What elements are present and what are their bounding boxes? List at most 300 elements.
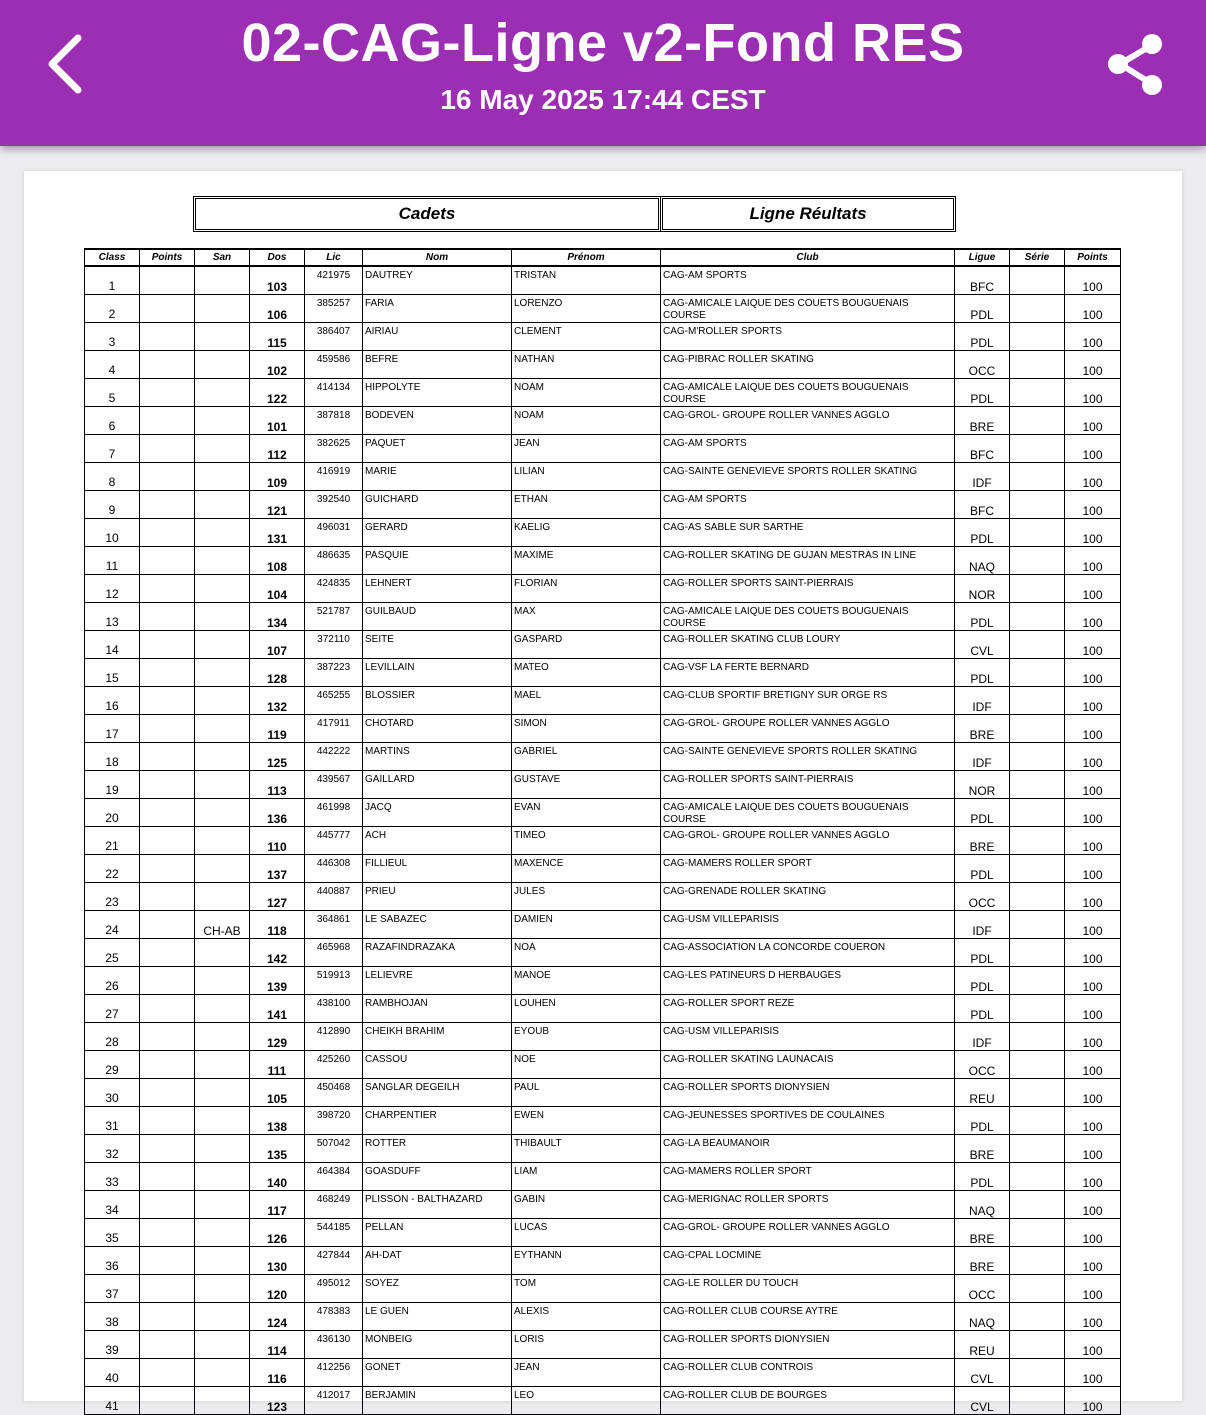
cell-class: 24 <box>85 911 140 939</box>
cell-nom: GUICHARD <box>363 491 512 519</box>
cell-prenom: THIBAULT <box>512 1135 661 1163</box>
cell-san <box>195 547 250 575</box>
cell-dos: 122 <box>250 379 305 407</box>
table-row <box>85 715 1121 743</box>
cell-dos: 117 <box>250 1191 305 1219</box>
cell-ligue: CVL <box>955 631 1010 659</box>
cell-nom: PELLAN <box>363 1219 512 1247</box>
cell-ligue: PDL <box>955 1163 1010 1191</box>
cell-class: 30 <box>85 1079 140 1107</box>
cell-dos: 119 <box>250 715 305 743</box>
cell-points-final: 100 <box>1065 995 1121 1023</box>
cell-serie <box>1010 1219 1065 1247</box>
cell-nom: PASQUIE <box>363 547 512 575</box>
cell-nom: LE GUEN <box>363 1303 512 1331</box>
cell-serie <box>1010 1275 1065 1303</box>
cell-san <box>195 659 250 687</box>
cell-nom: GAILLARD <box>363 771 512 799</box>
cell-dos: 118 <box>250 911 305 939</box>
cell-san: CH-AB <box>195 911 250 939</box>
cell-serie <box>1010 1387 1065 1415</box>
cell-club: CAG-AMICALE LAIQUE DES COUETS BOUGUENAIS COURSE <box>661 379 955 407</box>
cell-serie <box>1010 995 1065 1023</box>
cell-nom: BERJAMIN <box>363 1387 512 1415</box>
cell-dos: 123 <box>250 1387 305 1415</box>
cell-points <box>140 491 195 519</box>
cell-prenom: JULES <box>512 883 661 911</box>
cell-lic: 386407 <box>305 323 363 351</box>
cell-ligue: BFC <box>955 491 1010 519</box>
table-row <box>85 379 1121 407</box>
cell-class: 6 <box>85 407 140 435</box>
cell-class: 11 <box>85 547 140 575</box>
cell-lic: 459586 <box>305 351 363 379</box>
cell-points <box>140 687 195 715</box>
table-row <box>85 967 1121 995</box>
cell-points <box>140 1023 195 1051</box>
cell-club: CAG-ROLLER CLUB COURSE AYTRE <box>661 1303 955 1331</box>
cell-nom: FARIA <box>363 295 512 323</box>
cell-points-final: 100 <box>1065 519 1121 547</box>
cell-dos: 112 <box>250 435 305 463</box>
cell-class: 39 <box>85 1331 140 1359</box>
table-row <box>85 743 1121 771</box>
cell-points <box>140 351 195 379</box>
cell-lic: 438100 <box>305 995 363 1023</box>
cell-points <box>140 575 195 603</box>
cell-nom: GONET <box>363 1359 512 1387</box>
cell-serie <box>1010 631 1065 659</box>
cell-dos: 129 <box>250 1023 305 1051</box>
table-row <box>85 1359 1121 1387</box>
cell-lic: 421975 <box>305 266 363 295</box>
cell-ligue: BRE <box>955 1219 1010 1247</box>
cell-points <box>140 1275 195 1303</box>
cell-san <box>195 1107 250 1135</box>
cell-club: CAG-ROLLER SPORTS SAINT-PIERRAIS <box>661 771 955 799</box>
table-row <box>85 855 1121 883</box>
cell-club: CAG-CLUB SPORTIF BRETIGNY SUR ORGE RS <box>661 687 955 715</box>
cell-san <box>195 519 250 547</box>
cell-serie <box>1010 379 1065 407</box>
cell-nom: BODEVEN <box>363 407 512 435</box>
cell-serie <box>1010 295 1065 323</box>
cell-ligue: IDF <box>955 743 1010 771</box>
cell-ligue: BRE <box>955 827 1010 855</box>
cell-points <box>140 603 195 631</box>
cell-prenom: GASPARD <box>512 631 661 659</box>
cell-club: CAG-M'ROLLER SPORTS <box>661 323 955 351</box>
page-subtitle: 16 May 2025 17:44 CEST <box>440 84 766 115</box>
cell-dos: 104 <box>250 575 305 603</box>
cell-san <box>195 883 250 911</box>
cell-san <box>195 631 250 659</box>
cell-prenom: TRISTAN <box>512 266 661 295</box>
cell-nom: PAQUET <box>363 435 512 463</box>
cell-points-final: 100 <box>1065 1359 1121 1387</box>
cell-ligue: PDL <box>955 323 1010 351</box>
cell-lic: 465968 <box>305 939 363 967</box>
table-row <box>85 603 1121 631</box>
cell-dos: 132 <box>250 687 305 715</box>
cell-san <box>195 1135 250 1163</box>
table-row <box>85 883 1121 911</box>
cell-dos: 141 <box>250 995 305 1023</box>
cell-nom: LEHNERT <box>363 575 512 603</box>
cell-lic: 387223 <box>305 659 363 687</box>
cell-san <box>195 687 250 715</box>
share-icon <box>1100 28 1170 100</box>
cell-prenom: DAMIEN <box>512 911 661 939</box>
cell-club: CAG-ROLLER SPORTS DIONYSIEN <box>661 1079 955 1107</box>
cell-serie <box>1010 351 1065 379</box>
cell-ligue: IDF <box>955 687 1010 715</box>
cell-san <box>195 855 250 883</box>
cell-dos: 131 <box>250 519 305 547</box>
table-row <box>85 1191 1121 1219</box>
cell-san <box>195 1191 250 1219</box>
cell-points <box>140 911 195 939</box>
cell-ligue: OCC <box>955 351 1010 379</box>
cell-serie <box>1010 323 1065 351</box>
cell-prenom: NOAM <box>512 379 661 407</box>
cell-prenom: JEAN <box>512 435 661 463</box>
cell-class: 15 <box>85 659 140 687</box>
cell-serie <box>1010 575 1065 603</box>
cell-nom: LE SABAZEC <box>363 911 512 939</box>
table-row <box>85 491 1121 519</box>
cell-dos: 126 <box>250 1219 305 1247</box>
cell-points-final: 100 <box>1065 379 1121 407</box>
cell-class: 28 <box>85 1023 140 1051</box>
cell-club: CAG-AM SPORTS <box>661 491 955 519</box>
cell-class: 18 <box>85 743 140 771</box>
cell-lic: 521787 <box>305 603 363 631</box>
cell-club: CAG-LE ROLLER DU TOUCH <box>661 1275 955 1303</box>
cell-ligue: CVL <box>955 1387 1010 1415</box>
cell-prenom: GUSTAVE <box>512 771 661 799</box>
cell-club: CAG-AM SPORTS <box>661 435 955 463</box>
cell-ligue: OCC <box>955 1051 1010 1079</box>
cell-points <box>140 1303 195 1331</box>
cell-points-final: 100 <box>1065 827 1121 855</box>
cell-ligue: PDL <box>955 799 1010 827</box>
cell-prenom: GABRIEL <box>512 743 661 771</box>
cell-dos: 108 <box>250 547 305 575</box>
cell-class: 8 <box>85 463 140 491</box>
cell-prenom: SIMON <box>512 715 661 743</box>
cell-dos: 116 <box>250 1359 305 1387</box>
cell-nom: BLOSSIER <box>363 687 512 715</box>
cell-prenom: TIMEO <box>512 827 661 855</box>
cell-club: CAG-USM VILLEPARISIS <box>661 1023 955 1051</box>
col-header-san: San <box>195 249 250 266</box>
cell-lic: 412256 <box>305 1359 363 1387</box>
cell-points-final: 100 <box>1065 491 1121 519</box>
cell-lic: 425260 <box>305 1051 363 1079</box>
cell-class: 4 <box>85 351 140 379</box>
cell-points-final: 100 <box>1065 743 1121 771</box>
cell-prenom: LEO <box>512 1387 661 1415</box>
cell-class: 10 <box>85 519 140 547</box>
cell-lic: 414134 <box>305 379 363 407</box>
cell-dos: 101 <box>250 407 305 435</box>
cell-class: 29 <box>85 1051 140 1079</box>
cell-dos: 140 <box>250 1163 305 1191</box>
cell-san <box>195 351 250 379</box>
cell-serie <box>1010 967 1065 995</box>
cell-club: CAG-PIBRAC ROLLER SKATING <box>661 351 955 379</box>
cell-nom: CHARPENTIER <box>363 1107 512 1135</box>
cell-prenom: LORIS <box>512 1331 661 1359</box>
cell-san <box>195 967 250 995</box>
cell-lic: 382625 <box>305 435 363 463</box>
cell-san <box>195 1303 250 1331</box>
cell-club: CAG-SAINTE GENEVIEVE SPORTS ROLLER SKATING <box>661 743 955 771</box>
cell-serie <box>1010 1359 1065 1387</box>
table-row <box>85 995 1121 1023</box>
table-row <box>85 407 1121 435</box>
cell-dos: 136 <box>250 799 305 827</box>
cell-class: 40 <box>85 1359 140 1387</box>
cell-class: 31 <box>85 1107 140 1135</box>
table-row <box>85 1247 1121 1275</box>
cell-dos: 125 <box>250 743 305 771</box>
col-header-points-final: Points <box>1065 249 1121 266</box>
cell-serie <box>1010 1051 1065 1079</box>
cell-points-final: 100 <box>1065 295 1121 323</box>
cell-lic: 486635 <box>305 547 363 575</box>
table-row <box>85 463 1121 491</box>
table-row <box>85 1163 1121 1191</box>
cell-prenom: EYOUB <box>512 1023 661 1051</box>
cell-dos: 135 <box>250 1135 305 1163</box>
cell-san <box>195 463 250 491</box>
cell-points <box>140 939 195 967</box>
cell-prenom: ETHAN <box>512 491 661 519</box>
cell-points-final: 100 <box>1065 1191 1121 1219</box>
cell-lic: 461998 <box>305 799 363 827</box>
cell-class: 3 <box>85 323 140 351</box>
cell-class: 14 <box>85 631 140 659</box>
cell-dos: 110 <box>250 827 305 855</box>
cell-san <box>195 715 250 743</box>
cell-dos: 102 <box>250 351 305 379</box>
cell-san <box>195 1079 250 1107</box>
cell-lic: 427844 <box>305 1247 363 1275</box>
table-row <box>85 295 1121 323</box>
cell-lic: 364861 <box>305 911 363 939</box>
cell-points <box>140 771 195 799</box>
cell-points-final: 100 <box>1065 1387 1121 1415</box>
cell-class: 2 <box>85 295 140 323</box>
cell-san <box>195 295 250 323</box>
cell-class: 35 <box>85 1219 140 1247</box>
cell-ligue: OCC <box>955 883 1010 911</box>
cell-prenom: LUCAS <box>512 1219 661 1247</box>
cell-serie <box>1010 1191 1065 1219</box>
cell-dos: 138 <box>250 1107 305 1135</box>
col-header-class: Class <box>85 249 140 266</box>
cell-lic: 495012 <box>305 1275 363 1303</box>
cell-lic: 478383 <box>305 1303 363 1331</box>
cell-lic: 439567 <box>305 771 363 799</box>
cell-san <box>195 491 250 519</box>
cell-lic: 440887 <box>305 883 363 911</box>
cell-club: CAG-AMICALE LAIQUE DES COUETS BOUGUENAIS COURSE <box>661 295 955 323</box>
cell-prenom: ALEXIS <box>512 1303 661 1331</box>
table-row <box>85 1387 1121 1415</box>
cell-ligue: NOR <box>955 771 1010 799</box>
cell-points-final: 100 <box>1065 911 1121 939</box>
cell-points-final: 100 <box>1065 463 1121 491</box>
cell-ligue: PDL <box>955 379 1010 407</box>
table-row <box>85 323 1121 351</box>
cell-club: CAG-ROLLER SKATING DE GUJAN MESTRAS IN LINE <box>661 547 955 575</box>
cell-class: 23 <box>85 883 140 911</box>
cell-serie <box>1010 603 1065 631</box>
cell-class: 22 <box>85 855 140 883</box>
cell-dos: 115 <box>250 323 305 351</box>
cell-points-final: 100 <box>1065 1023 1121 1051</box>
cell-points-final: 100 <box>1065 575 1121 603</box>
cell-serie <box>1010 827 1065 855</box>
cell-lic: 496031 <box>305 519 363 547</box>
cell-club: CAG-GROL- GROUPE ROLLER VANNES AGGLO <box>661 1219 955 1247</box>
cell-class: 20 <box>85 799 140 827</box>
cell-nom: BEFRE <box>363 351 512 379</box>
page-title: 02-CAG-Ligne v2-Fond RES <box>241 13 965 73</box>
cell-club: CAG-GRENADE ROLLER SKATING <box>661 883 955 911</box>
cell-ligue: NAQ <box>955 1191 1010 1219</box>
cell-points <box>140 1163 195 1191</box>
cell-dos: 107 <box>250 631 305 659</box>
cell-points-final: 100 <box>1065 1303 1121 1331</box>
cell-points <box>140 715 195 743</box>
cell-dos: 139 <box>250 967 305 995</box>
cell-points <box>140 1051 195 1079</box>
cell-club: CAG-ROLLER SPORTS DIONYSIEN <box>661 1331 955 1359</box>
cell-lic: 412890 <box>305 1023 363 1051</box>
cell-club: CAG-ROLLER CLUB CONTROIS <box>661 1359 955 1387</box>
cell-prenom: CLEMENT <box>512 323 661 351</box>
cell-points <box>140 519 195 547</box>
cell-dos: 142 <box>250 939 305 967</box>
cell-points-final: 100 <box>1065 407 1121 435</box>
cell-club: CAG-JEUNESSES SPORTIVES DE COULAINES <box>661 1107 955 1135</box>
cell-club: CAG-GROL- GROUPE ROLLER VANNES AGGLO <box>661 407 955 435</box>
cell-dos: 105 <box>250 1079 305 1107</box>
cell-serie <box>1010 1107 1065 1135</box>
cell-nom: MARTINS <box>363 743 512 771</box>
cell-points <box>140 1219 195 1247</box>
cell-class: 41 <box>85 1387 140 1415</box>
cell-points-final: 100 <box>1065 771 1121 799</box>
cell-points-final: 100 <box>1065 323 1121 351</box>
cell-san <box>195 995 250 1023</box>
cell-san <box>195 1331 250 1359</box>
cell-prenom: NOAM <box>512 407 661 435</box>
table-row <box>85 1107 1121 1135</box>
cell-points <box>140 855 195 883</box>
table-row <box>85 1219 1121 1247</box>
cell-club: CAG-MAMERS ROLLER SPORT <box>661 1163 955 1191</box>
cell-class: 12 <box>85 575 140 603</box>
cell-class: 37 <box>85 1275 140 1303</box>
cell-prenom: MANOE <box>512 967 661 995</box>
cell-ligue: PDL <box>955 659 1010 687</box>
cell-points <box>140 1135 195 1163</box>
share-button[interactable] <box>1100 28 1170 100</box>
cell-ligue: IDF <box>955 1023 1010 1051</box>
cell-serie <box>1010 1079 1065 1107</box>
cell-class: 5 <box>85 379 140 407</box>
cell-san <box>195 407 250 435</box>
cell-club: CAG-CPAL LOCMINE <box>661 1247 955 1275</box>
cell-points <box>140 1107 195 1135</box>
cell-nom: CASSOU <box>363 1051 512 1079</box>
cell-lic: 446308 <box>305 855 363 883</box>
cell-prenom: EVAN <box>512 799 661 827</box>
app-header <box>0 0 1206 146</box>
cell-club: CAG-GROL- GROUPE ROLLER VANNES AGGLO <box>661 827 955 855</box>
cell-class: 1 <box>85 266 140 295</box>
cell-nom: SEITE <box>363 631 512 659</box>
cell-ligue: NAQ <box>955 547 1010 575</box>
cell-dos: 109 <box>250 463 305 491</box>
cell-nom: JACQ <box>363 799 512 827</box>
cell-san <box>195 1275 250 1303</box>
cell-points <box>140 659 195 687</box>
table-row <box>85 631 1121 659</box>
table-row <box>85 799 1121 827</box>
cell-serie <box>1010 743 1065 771</box>
cell-dos: 114 <box>250 1331 305 1359</box>
cell-lic: 507042 <box>305 1135 363 1163</box>
cell-lic: 417911 <box>305 715 363 743</box>
cell-class: 21 <box>85 827 140 855</box>
cell-san <box>195 799 250 827</box>
cell-lic: 412017 <box>305 1387 363 1415</box>
cell-serie <box>1010 1331 1065 1359</box>
cell-points <box>140 1387 195 1415</box>
col-header-serie: Série <box>1010 249 1065 266</box>
cell-points-final: 100 <box>1065 266 1121 295</box>
cell-lic: 387818 <box>305 407 363 435</box>
cell-points <box>140 547 195 575</box>
cell-points <box>140 883 195 911</box>
cell-prenom: TOM <box>512 1275 661 1303</box>
cell-club: CAG-GROL- GROUPE ROLLER VANNES AGGLO <box>661 715 955 743</box>
cell-dos: 137 <box>250 855 305 883</box>
cell-ligue: REU <box>955 1331 1010 1359</box>
col-header-club: Club <box>661 249 955 266</box>
cell-prenom: LORENZO <box>512 295 661 323</box>
cell-prenom: FLORIAN <box>512 575 661 603</box>
cell-class: 38 <box>85 1303 140 1331</box>
cell-club: CAG-AM SPORTS <box>661 266 955 295</box>
cell-ligue: PDL <box>955 967 1010 995</box>
cell-prenom: KAELIG <box>512 519 661 547</box>
cell-serie <box>1010 939 1065 967</box>
cell-nom: ACH <box>363 827 512 855</box>
cell-club: CAG-MERIGNAC ROLLER SPORTS <box>661 1191 955 1219</box>
cell-ligue: NAQ <box>955 1303 1010 1331</box>
cell-dos: 103 <box>250 266 305 295</box>
cell-class: 7 <box>85 435 140 463</box>
cell-points-final: 100 <box>1065 1275 1121 1303</box>
cell-ligue: NOR <box>955 575 1010 603</box>
